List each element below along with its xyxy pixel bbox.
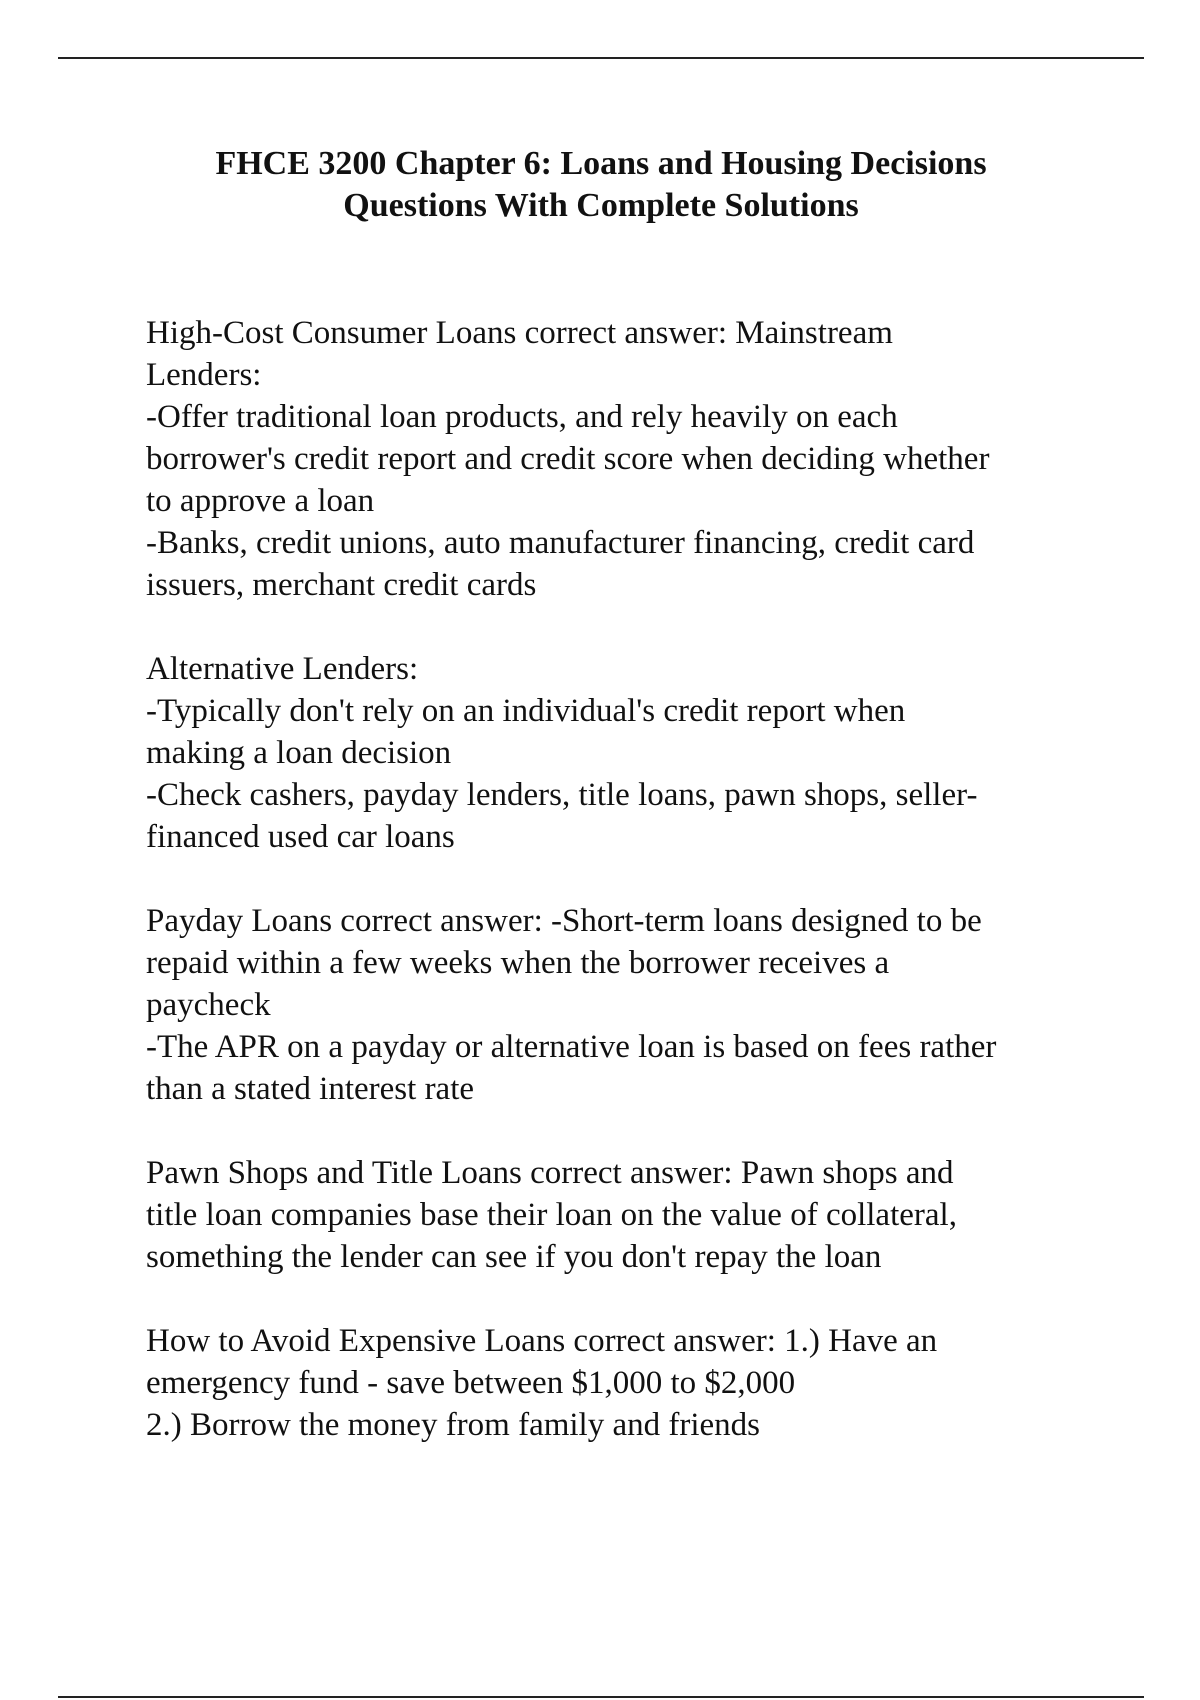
text-line: financed used car loans (146, 819, 455, 855)
qa-block-payday-loans (146, 900, 1106, 1110)
text-line: Alternative Lenders: (146, 651, 419, 687)
text-line: borrower's credit report and credit score when deciding whether (146, 441, 990, 477)
text-line: Payday Loans correct answer: -Short-term loans designed to be (146, 903, 982, 939)
text-line: issuers, merchant credit cards (146, 567, 537, 603)
text-line: High-Cost Consumer Loans correct answer: Mainstream (146, 315, 893, 351)
text-line: emergency fund - save between $1,000 to $2,000 (146, 1365, 796, 1401)
text-line: -Check cashers, payday lenders, title loans, pawn shops, seller- (146, 777, 978, 813)
qa-block-high-cost-consumer-loans (146, 312, 1106, 606)
text-line: than a stated interest rate (146, 1071, 475, 1107)
text-line: -Typically don't rely on an individual's credit report when (146, 693, 906, 729)
text-line: -Offer traditional loan products, and rely heavily on each (146, 399, 898, 435)
footer-rule (58, 1696, 1144, 1698)
text-line: repaid within a few weeks when the borrower receives a (146, 945, 890, 981)
qa-block-avoid-expensive-loans (146, 1320, 1106, 1446)
paragraph-gap (146, 606, 1106, 648)
text-line: making a loan decision (146, 735, 452, 771)
text-line: title loan companies base their loan on the value of collateral, (146, 1197, 957, 1233)
text-line: to approve a loan (146, 483, 375, 519)
title-line: Questions With Complete Solutions (343, 187, 859, 224)
qa-block-pawn-shops-title-loans (146, 1152, 1106, 1278)
paragraph-gap (146, 1110, 1106, 1152)
text-line: 2.) Borrow the money from family and friends (146, 1407, 761, 1443)
document-title (58, 143, 1144, 227)
text-line: Pawn Shops and Title Loans correct answer: Pawn shops and (146, 1155, 954, 1191)
text-line: Lenders: (146, 357, 262, 393)
header-rule (58, 57, 1144, 59)
title-line: FHCE 3200 Chapter 6: Loans and Housing Decisions (215, 145, 987, 182)
text-line: -The APR on a payday or alternative loan is based on fees rather (146, 1029, 997, 1065)
text-line: -Banks, credit unions, auto manufacturer financing, credit card (146, 525, 975, 561)
text-line: How to Avoid Expensive Loans correct answer: 1.) Have an (146, 1323, 938, 1359)
text-line: something the lender can see if you don't repay the loan (146, 1239, 882, 1275)
qa-block-alternative-lenders (146, 648, 1106, 858)
paragraph-gap (146, 858, 1106, 900)
paragraph-gap (146, 1278, 1106, 1320)
text-line: paycheck (146, 987, 271, 1023)
document-body (146, 312, 1106, 1446)
